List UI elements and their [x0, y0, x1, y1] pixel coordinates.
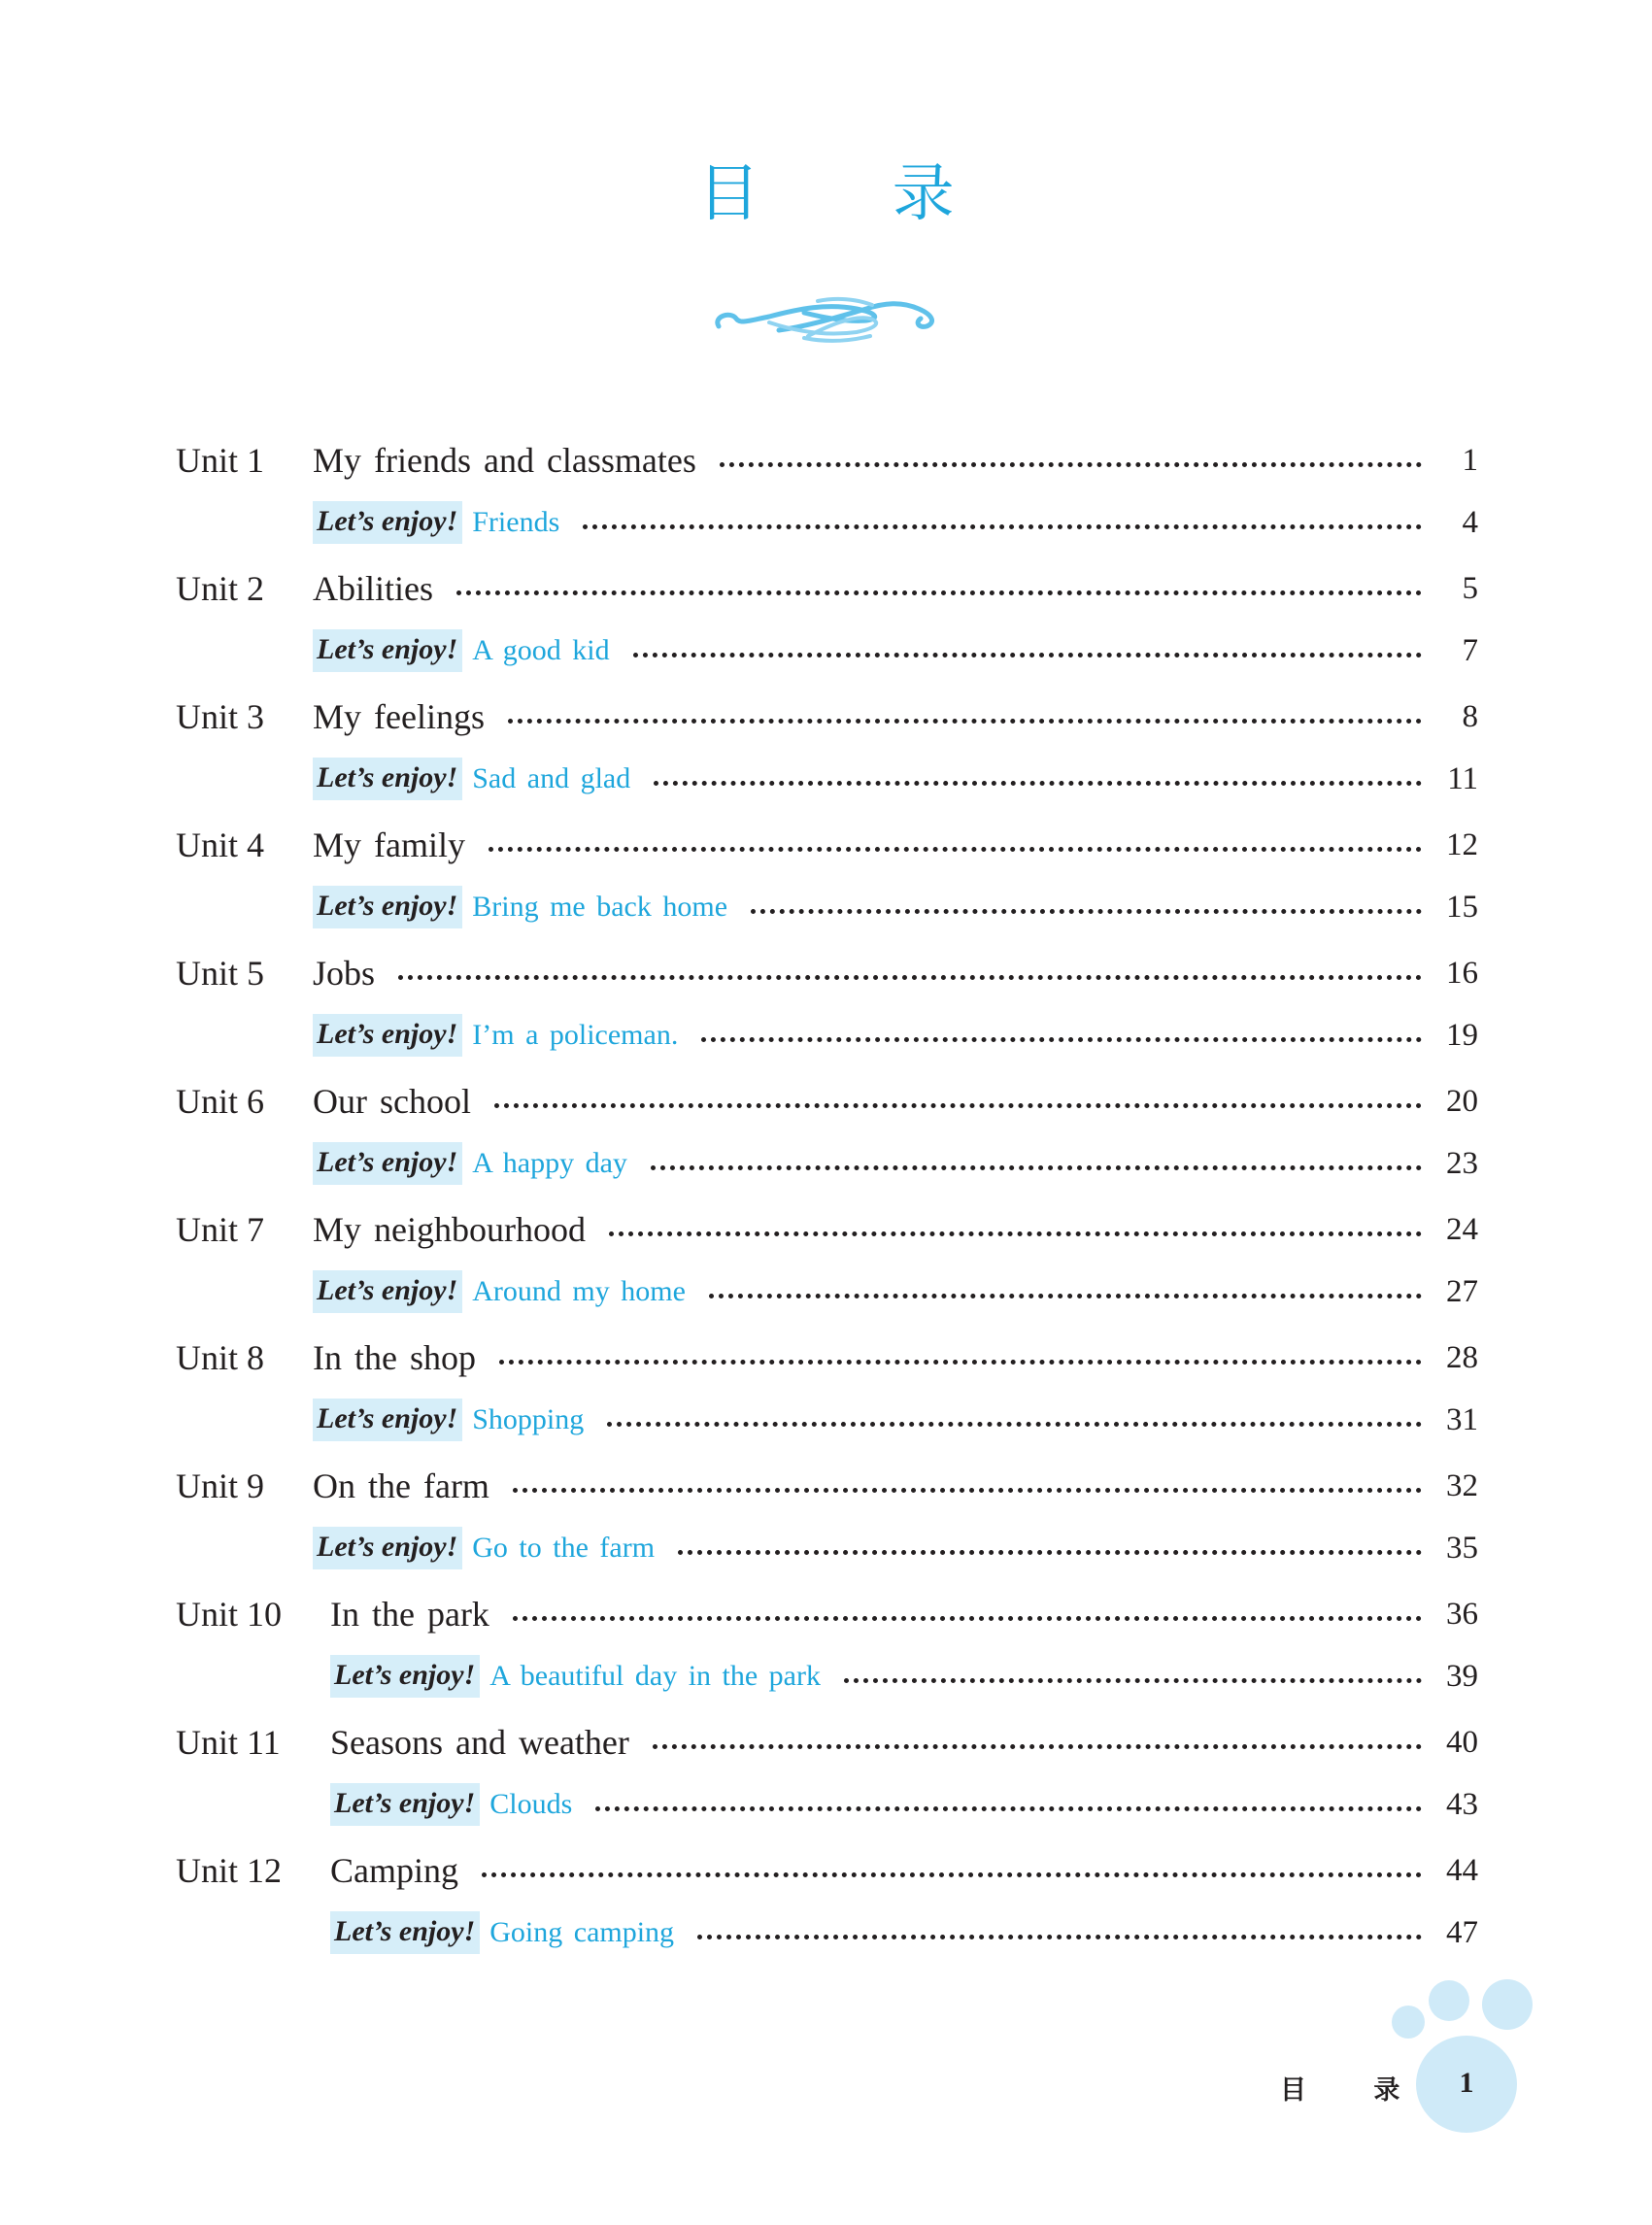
page-number: 20 [1446, 1083, 1478, 1119]
toc-unit-row[interactable] [0, 816, 1652, 874]
enjoy-title: Bring me back home [472, 891, 728, 923]
dot-leader [697, 1935, 1422, 1939]
dot-leader [751, 909, 1422, 914]
unit-title: In the park [330, 1595, 489, 1634]
dot-leader [508, 719, 1422, 724]
unit-number: Unit 10 [176, 1595, 283, 1634]
toc-unit-row[interactable] [0, 431, 1652, 489]
unit-number: Unit 2 [176, 569, 265, 608]
dot-leader [651, 1165, 1422, 1170]
page-number: 19 [1446, 1017, 1478, 1053]
page-number: 7 [1462, 632, 1478, 668]
toc-unit-row[interactable] [0, 1329, 1652, 1387]
toc-unit-row[interactable] [0, 1713, 1652, 1771]
dot-leader [489, 847, 1422, 852]
toc-enjoy-row[interactable] [0, 1647, 1652, 1705]
page-number: 1 [1462, 442, 1478, 478]
toc-enjoy-row[interactable] [0, 1519, 1652, 1577]
enjoy-title: I’m a policeman. [472, 1019, 679, 1051]
dot-leader [633, 653, 1422, 657]
lets-enjoy-badge: Let’s enjoy! [330, 1911, 480, 1954]
page-number: 4 [1462, 504, 1478, 540]
dot-leader [494, 1103, 1422, 1108]
unit-title: My feelings [313, 697, 485, 736]
dot-leader [583, 524, 1422, 529]
dot-leader [701, 1037, 1422, 1042]
toc-entry [313, 1200, 1478, 1259]
enjoy-title: A beautiful day in the park [489, 1660, 821, 1692]
unit-title: Abilities [313, 569, 433, 608]
toc-unit-row[interactable] [0, 1200, 1652, 1259]
toc-enjoy-row[interactable] [0, 1006, 1652, 1064]
lets-enjoy-badge: Let’s enjoy! [313, 758, 462, 800]
toc-unit-row[interactable] [0, 688, 1652, 746]
unit-title: On the farm [313, 1466, 489, 1505]
toc-entry [330, 1585, 1478, 1643]
toc-enjoy-row[interactable] [0, 750, 1652, 808]
unit-number: Unit 6 [176, 1082, 265, 1121]
dot-leader [654, 781, 1422, 786]
unit-number: Unit 4 [176, 826, 265, 864]
dot-leader [499, 1360, 1422, 1365]
enjoy-title: Around my home [472, 1275, 686, 1307]
enjoy-title: Going camping [489, 1916, 675, 1948]
unit-title: Our school [313, 1082, 471, 1121]
lets-enjoy-badge: Let’s enjoy! [313, 1142, 462, 1185]
toc-enjoy-entry [313, 493, 1478, 552]
page-number: 8 [1462, 698, 1478, 734]
page-number: 15 [1446, 889, 1478, 925]
unit-number: Unit 7 [176, 1210, 265, 1249]
unit-title: My family [313, 826, 465, 864]
page-number: 44 [1446, 1852, 1478, 1888]
page-number: 31 [1446, 1401, 1478, 1437]
toc-entry [313, 1457, 1478, 1515]
unit-title: Jobs [313, 954, 376, 993]
enjoy-title: Friends [472, 506, 560, 538]
unit-number: Unit 9 [176, 1466, 265, 1505]
toc-enjoy-entry [313, 1263, 1478, 1321]
enjoy-title: Clouds [489, 1788, 573, 1820]
page-number: 28 [1446, 1339, 1478, 1375]
unit-number: Unit 5 [176, 954, 265, 993]
dot-leader [609, 1231, 1422, 1236]
toc-enjoy-row[interactable] [0, 1904, 1652, 1962]
unit-number: Unit 8 [176, 1338, 265, 1377]
lets-enjoy-badge: Let’s enjoy! [330, 1783, 480, 1826]
toc-enjoy-row[interactable] [0, 1134, 1652, 1193]
toc-entry [313, 816, 1478, 874]
toc-unit-row[interactable] [0, 559, 1652, 618]
toc-enjoy-entry [313, 1391, 1478, 1449]
dot-leader [678, 1550, 1422, 1555]
lets-enjoy-badge: Let’s enjoy! [313, 1014, 462, 1057]
dot-leader [398, 975, 1422, 980]
toc-entry [313, 688, 1478, 746]
lets-enjoy-badge: Let’s enjoy! [313, 886, 462, 928]
page-number: 43 [1446, 1786, 1478, 1822]
lets-enjoy-badge: Let’s enjoy! [313, 501, 462, 544]
dot-leader [709, 1294, 1422, 1298]
lets-enjoy-badge: Let’s enjoy! [313, 629, 462, 672]
lets-enjoy-badge: Let’s enjoy! [330, 1655, 480, 1698]
toc-enjoy-row[interactable] [0, 1775, 1652, 1834]
lets-enjoy-badge: Let’s enjoy! [313, 1270, 462, 1313]
footer-page-number: 1 [1459, 2067, 1474, 2099]
page-number: 36 [1446, 1596, 1478, 1632]
lets-enjoy-badge: Let’s enjoy! [313, 1527, 462, 1569]
toc-enjoy-row[interactable] [0, 493, 1652, 552]
dot-leader [456, 590, 1422, 595]
toc-enjoy-entry [313, 622, 1478, 680]
enjoy-title: A good kid [472, 634, 610, 666]
toc-entry [313, 944, 1478, 1002]
paw-print-icon [1387, 1979, 1554, 2135]
toc-enjoy-entry [313, 1006, 1478, 1064]
page-title: 目 录 [697, 158, 1011, 230]
dot-leader [720, 462, 1422, 467]
enjoy-title: A happy day [472, 1147, 627, 1179]
unit-title: My friends and classmates [313, 441, 696, 480]
page-number: 16 [1446, 955, 1478, 991]
footer-section-label: 目 录 [1280, 2075, 1430, 2106]
page-number: 39 [1446, 1658, 1478, 1694]
page-number: 35 [1446, 1530, 1478, 1566]
toc-enjoy-entry [330, 1647, 1478, 1705]
page-number: 47 [1446, 1914, 1478, 1950]
enjoy-title: Sad and glad [472, 762, 631, 794]
unit-number: Unit 3 [176, 697, 265, 736]
enjoy-title: Shopping [472, 1403, 585, 1435]
toc-entry [330, 1713, 1478, 1771]
dot-leader [844, 1678, 1422, 1683]
toc-enjoy-row[interactable] [0, 1391, 1652, 1449]
unit-title: Seasons and weather [330, 1723, 629, 1762]
lets-enjoy-badge: Let’s enjoy! [313, 1399, 462, 1441]
toc-entry [313, 1072, 1478, 1130]
toc-entry [330, 1841, 1478, 1900]
enjoy-title: Go to the farm [472, 1532, 656, 1564]
toc-entry [313, 559, 1478, 618]
unit-title: Camping [330, 1851, 458, 1890]
unit-number: Unit 11 [176, 1723, 281, 1762]
toc-enjoy-row[interactable] [0, 878, 1652, 936]
toc-enjoy-entry [313, 1134, 1478, 1193]
dot-leader [653, 1744, 1422, 1749]
toc-unit-row[interactable] [0, 1072, 1652, 1130]
page-number: 5 [1462, 570, 1478, 606]
toc-unit-row[interactable] [0, 1585, 1652, 1643]
page-number: 27 [1446, 1273, 1478, 1309]
dot-leader [513, 1488, 1422, 1493]
swirl-ornament-icon [711, 287, 940, 350]
page-number: 23 [1446, 1145, 1478, 1181]
dot-leader [607, 1422, 1422, 1427]
dot-leader [482, 1872, 1422, 1877]
toc-enjoy-row[interactable] [0, 622, 1652, 680]
unit-number: Unit 12 [176, 1851, 283, 1890]
toc-enjoy-entry [330, 1904, 1478, 1962]
toc-unit-row[interactable] [0, 1841, 1652, 1900]
unit-number: Unit 1 [176, 441, 265, 480]
page-number: 24 [1446, 1211, 1478, 1247]
dot-leader [595, 1806, 1422, 1811]
toc-enjoy-entry [313, 878, 1478, 936]
unit-title: My neighbourhood [313, 1210, 586, 1249]
toc-enjoy-entry [313, 1519, 1478, 1577]
page-number: 11 [1447, 760, 1478, 796]
toc-entry [313, 1329, 1478, 1387]
toc-enjoy-entry [313, 750, 1478, 808]
unit-title: In the shop [313, 1338, 476, 1377]
toc-unit-row[interactable] [0, 944, 1652, 1002]
toc-enjoy-entry [330, 1775, 1478, 1834]
toc-unit-row[interactable] [0, 1457, 1652, 1515]
page-number: 32 [1446, 1467, 1478, 1503]
toc-entry [313, 431, 1478, 489]
toc-enjoy-row[interactable] [0, 1263, 1652, 1321]
page-number: 12 [1446, 826, 1478, 862]
dot-leader [513, 1616, 1422, 1621]
page-number: 40 [1446, 1724, 1478, 1760]
